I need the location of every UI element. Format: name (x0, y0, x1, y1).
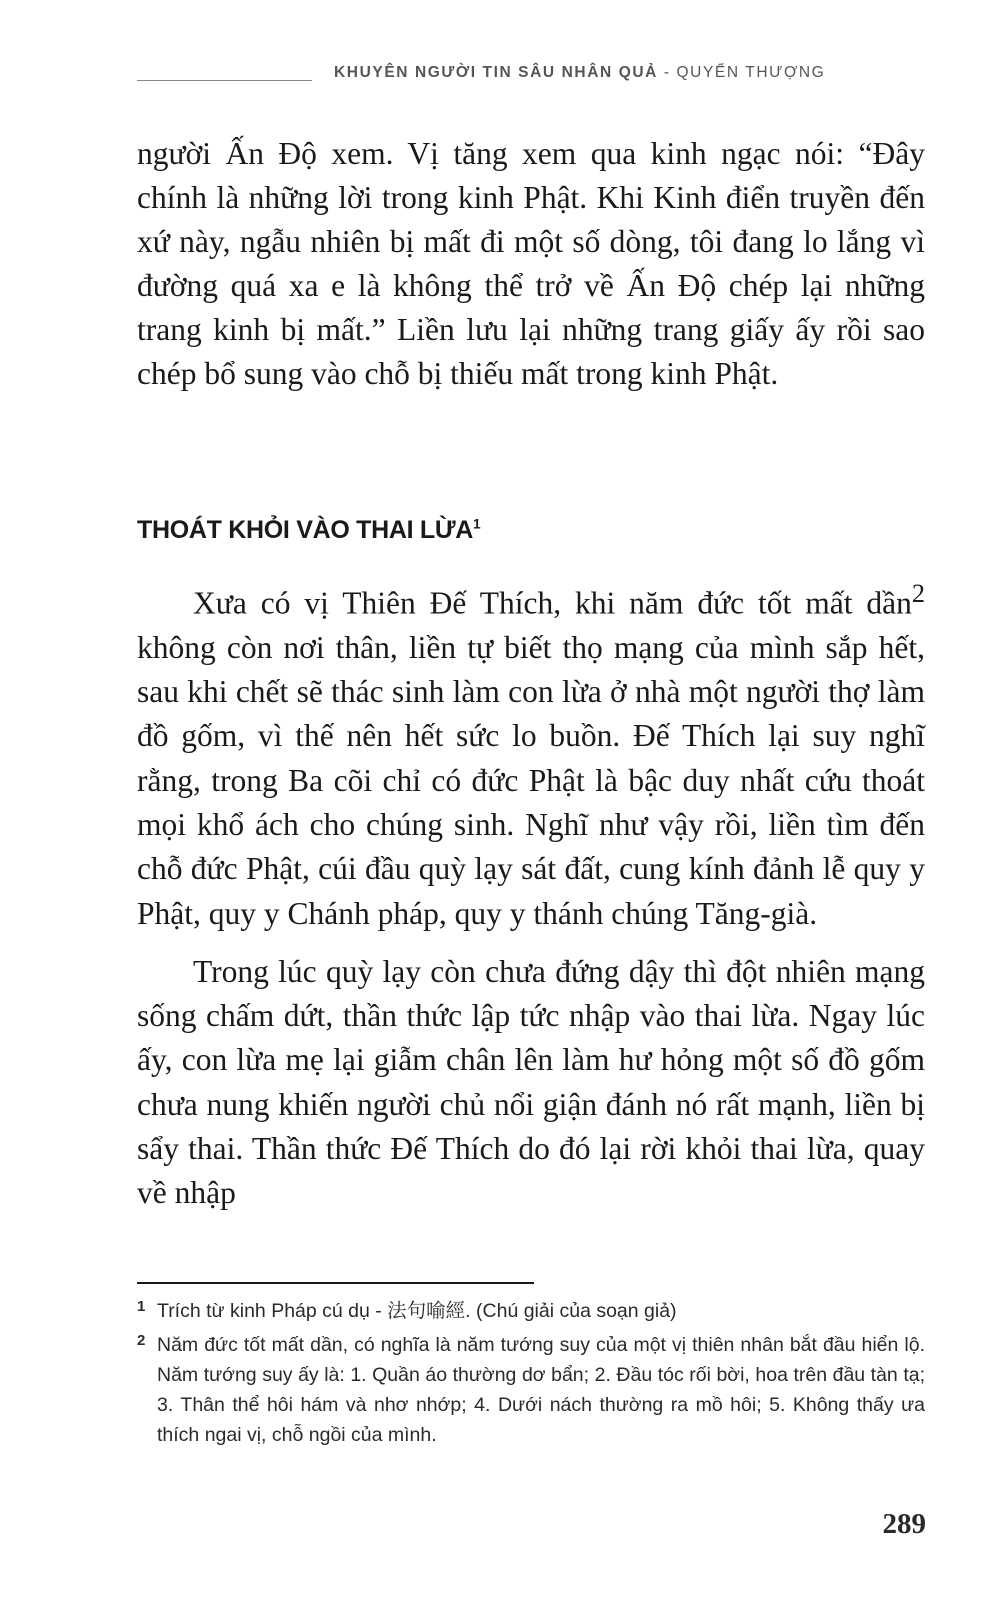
header-title (334, 64, 825, 82)
page-number: 289 (882, 1508, 926, 1540)
para1-after-ref: không còn nơi thân, liền tự biết thọ mạng của mình sắp hết, sau khi chết sẽ thác sinh làm con lừa ở nhà một người thợ làm đồ gốm, vì thế nên hết sức lo buồn. Đế Thích lại suy nghĩ rằng, trong Ba cõi chỉ có đức Phật là bậc duy nhất cứu thoát mọi khổ ách cho chúng sinh. Nghĩ như vậy rồi, liền tìm đến chỗ đức Phật, cúi đầu quỳ lạy sát đất, cung kính đảnh lễ quy y Phật, quy y Chánh pháp, quy y thánh chúng Tăng-già. (137, 629, 925, 931)
continuation-paragraph: người Ấn Độ xem. Vị tăng xem qua kinh ngạc nói: “Đây chính là những lời trong kinh Phật. Khi Kinh điển truyền đến xứ này, ngẫu nhiên bị mất đi một số dòng, tôi đang lo lắng vì đường quá xa e là không thể trở về Ấn Độ chép lại những trang kinh bị mất.” Liền lưu lại những trang giấy ấy rồi sao chép bổ sung vào chỗ bị thiếu mất trong kinh Phật. (137, 136, 925, 391)
heading-footnote-ref: 1 (473, 516, 481, 532)
footnote-number: 1 (137, 1298, 146, 1315)
para1-before-ref: Xưa có vị Thiên Đế Thích, khi năm đức tốt mất dần (193, 585, 912, 621)
section-heading-text: THOÁT KHỎI VÀO THAI LỪA (137, 516, 474, 544)
footnote-item (137, 1296, 925, 1326)
header-title-bold: KHUYÊN NGƯỜI TIN SÂU NHÂN QUẢ (334, 64, 658, 81)
footnotes (137, 1296, 925, 1454)
section-paragraph-2: Trong lúc quỳ lạy còn chưa đứng dậy thì đột nhiên mạng sống chấm dứt, thần thức lập tức nhập vào thai lừa. Ngay lúc ấy, con lừa mẹ lại giẫm chân lên làm hư hỏng một số đồ gốm chưa nung khiến người chủ nổi giận đánh nó rất mạnh, liền bị sẩy thai. Thần thức Đế Thích do đó lại rời khỏi thai lừa, quay về nhập (137, 953, 925, 1211)
section-paragraph-1 (137, 572, 925, 936)
footnote-text: Trích từ kinh Pháp cú dụ - 法句喻經. (Chú giải của soạn giả) (157, 1300, 677, 1322)
para1-footnote-ref: 2 (911, 579, 925, 608)
footnote-text: Năm đức tốt mất dần, có nghĩa là năm tướng suy của một vị thiên nhân bắt đầu hiển lộ. Năm tướng suy ấy là: 1. Quần áo thường dơ bẩn; 2. Đầu tóc rối bời, hoa trên đầu tàn tạ; 3. Thân thể hôi hám và nhơ nhớp; 4. Dưới nách thường ra mồ hôi; 5. Không thấy ưa thích ngai vị, chỗ ngồi của mình. (157, 1334, 925, 1446)
header-title-rest: QUYỂN THƯỢNG (676, 64, 826, 81)
section-body (137, 572, 925, 1230)
running-header (137, 58, 895, 88)
footnote-divider (137, 1282, 534, 1284)
footnote-item (137, 1330, 925, 1450)
continuation-text (137, 132, 925, 396)
footnote-number: 2 (137, 1332, 146, 1349)
section-heading (137, 516, 480, 545)
header-rule (137, 80, 312, 81)
header-title-separator: - (657, 64, 677, 81)
